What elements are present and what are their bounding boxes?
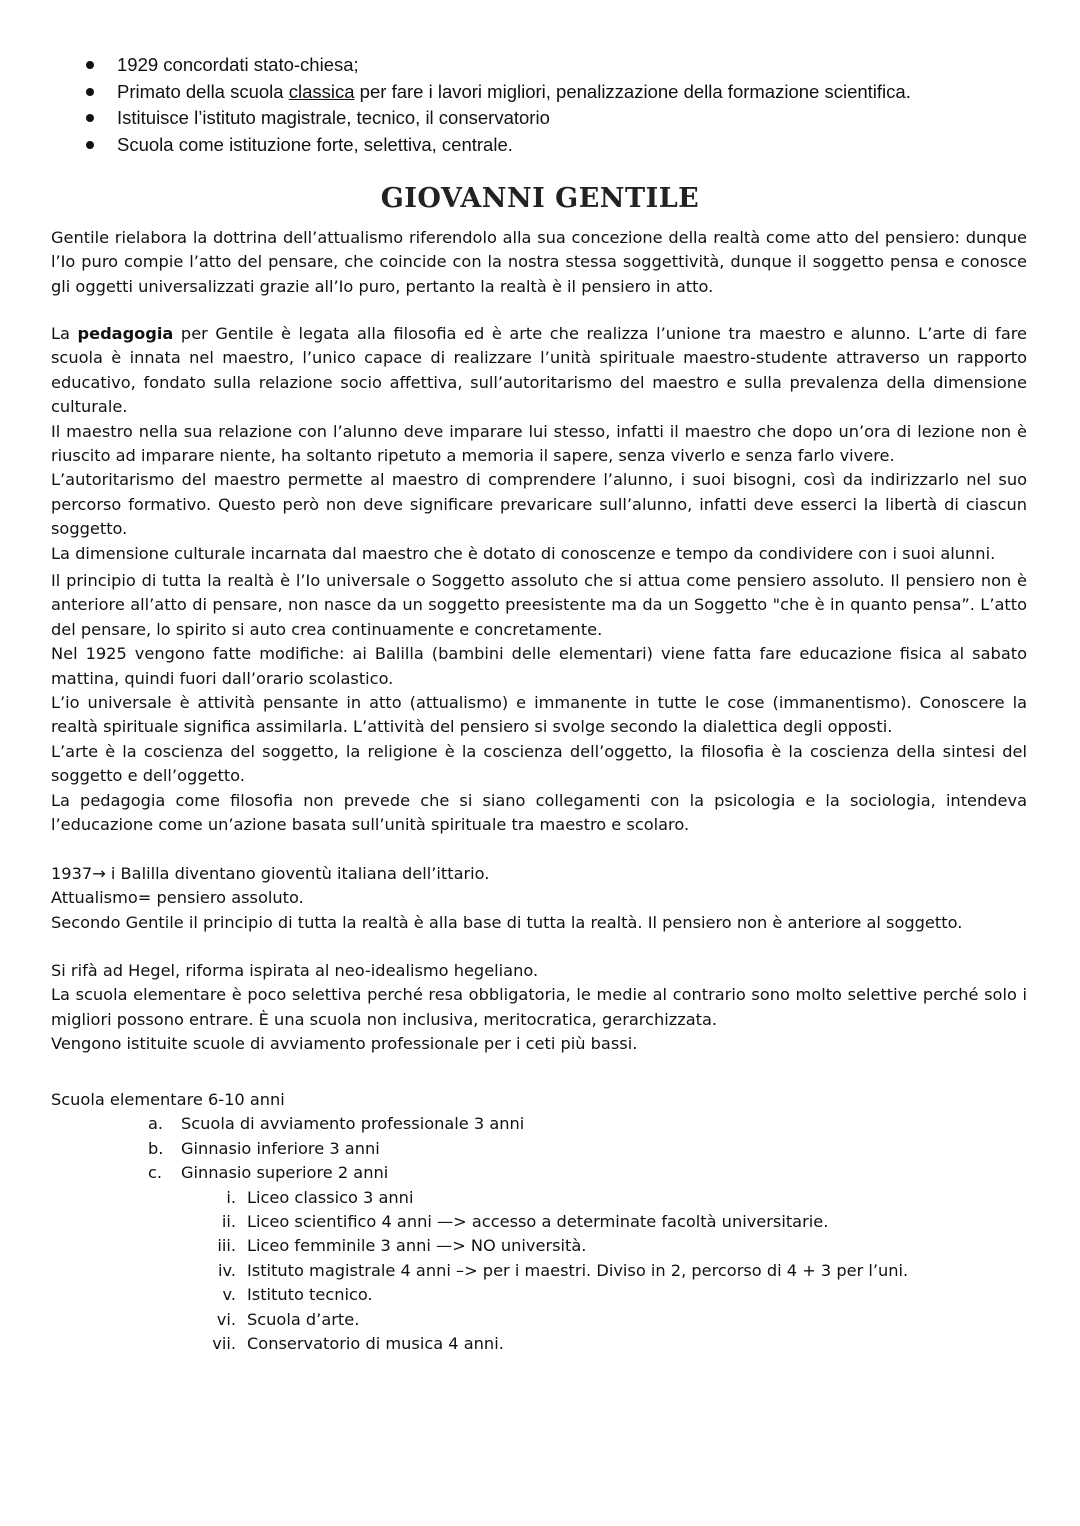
list-item: iv. Istituto magistrale 4 anni –> per i maestri. Diviso in 2, percorso di 4 + 3 per l’uni. bbox=[51, 1259, 1027, 1283]
list-marker: iv. bbox=[218, 1260, 236, 1280]
list-marker: c. bbox=[148, 1163, 163, 1183]
paragraph: L’io universale è attività pensante in atto (attualismo) e immanente in tutte le cose (immanentismo). Conoscere la realtà spirituale significa assimilarla. L’attività del pensiero si svolge secondo la dialettica degli opposti. bbox=[51, 693, 1027, 737]
list-marker: a. bbox=[148, 1114, 164, 1134]
page-title: GIOVANNI GENTILE bbox=[380, 183, 700, 214]
section-pedagogia bbox=[51, 322, 1027, 566]
section-school-structure bbox=[51, 1088, 1027, 1356]
paragraph: Il principio di tutta la realtà è l’Io universale o Soggetto assoluto che si attua come pensiero assoluto. Il pensiero non è anteriore all’atto di pensare, non nasce da un soggetto preesistente ma da un Soggetto "che è in quanto pensa”. L’atto del pensare, lo spirito si auto crea continuamente e concretamente. bbox=[51, 571, 1027, 639]
section-1937 bbox=[51, 862, 1027, 935]
bullet-item: Primato della scuola classica per fare i lavori migliori, penalizzazione della formazione scientifica. bbox=[0, 79, 1080, 106]
paragraph: La pedagogia come filosofia non prevede che si siano collegamenti con la psicologia e la sociologia, intendeva l’educazione come un’azione basata sull’unità spirituale tra maestro e scolaro. bbox=[51, 790, 1027, 835]
paragraph: La pedagogia per Gentile è legata alla filosofia ed è arte che realizza l’unione tra maestro e alunno. L’arte di fare scuola è innata nel maestro, l’unico capace di realizzare l’unità spirituale maestro-studente attraverso un rapporto educativo, fondato sulla relazione socio affettiva, sull’autoritarismo del maestro e sulla prevalenza della dimensione culturale. bbox=[51, 324, 1027, 417]
paragraph: Attualismo= pensiero assoluto. bbox=[51, 888, 304, 908]
paragraph: L’arte è la coscienza del soggetto, la religione è la coscienza dell’oggetto, la filosofia è la coscienza della sintesi del soggetto e dell’oggetto. bbox=[51, 741, 1027, 786]
bullet-dot-icon bbox=[86, 88, 94, 96]
bullet-dot-icon bbox=[86, 61, 94, 69]
list-item: vii. Conservatorio di musica 4 anni. bbox=[51, 1332, 1027, 1356]
bold-term: pedagogia bbox=[77, 324, 174, 343]
intro-bullet-list bbox=[0, 52, 1080, 158]
list-item: b. Ginnasio inferiore 3 anni bbox=[51, 1137, 1027, 1161]
list-marker: v. bbox=[222, 1285, 236, 1305]
list-marker: iii. bbox=[217, 1236, 236, 1256]
list-marker: vii. bbox=[212, 1334, 236, 1354]
list-item: iii. Liceo femminile 3 anni —> NO università. bbox=[51, 1234, 1027, 1258]
list-item: vi. Scuola d’arte. bbox=[51, 1308, 1027, 1332]
list-marker: vi. bbox=[216, 1309, 236, 1329]
list-item: a. Scuola di avviamento professionale 3 anni bbox=[51, 1112, 1027, 1136]
paragraph: La dimensione culturale incarnata dal maestro che è dotato di conoscenze e tempo da condividere con i suoi alunni. bbox=[51, 543, 996, 563]
paragraph: La scuola elementare è poco selettiva perché resa obbligatoria, le medie al contrario sono molto selettive perché solo i migliori possono entrare. È una scuola non inclusiva, meritocratica, gerarchizzata. bbox=[51, 985, 1027, 1029]
bullet-item: Istituisce l’istituto magistrale, tecnico, il conservatorio bbox=[0, 105, 1080, 132]
paragraph: Gentile rielabora la dottrina dell’attualismo riferendolo alla sua concezione della realtà come atto del pensiero: dunque l’Io puro compie l’atto del pensare, che coincide con la nostra stessa soggettività, dunque il soggetto pensa e conosce gli oggetti universalizzati grazie all’Io puro, pertanto la realtà è il pensiero in atto. bbox=[51, 228, 1027, 296]
section-principio bbox=[51, 569, 1027, 837]
paragraph: 1937→ i Balilla diventano gioventù italiana dell’ittario. bbox=[51, 864, 490, 883]
list-marker: i. bbox=[226, 1187, 236, 1207]
list-marker: ii. bbox=[221, 1212, 236, 1232]
list-item: v. Istituto tecnico. bbox=[51, 1283, 1027, 1307]
paragraph: Il maestro nella sua relazione con l’alunno deve imparare lui stesso, infatti il maestro che dopo un’ora di lezione non è riuscito ad imparare niente, ha soltanto ripetuto a memoria il sapere, senza viverlo e senza farlo vivere. bbox=[51, 421, 1027, 466]
paragraph: Si rifà ad Hegel, riforma ispirata al neo-idealismo hegeliano. bbox=[51, 961, 539, 980]
bullet-item: Scuola come istituzione forte, selettiva, centrale. bbox=[0, 132, 1080, 159]
bullet-dot-icon bbox=[86, 141, 94, 149]
list-heading: Scuola elementare 6-10 anni bbox=[51, 1090, 285, 1109]
upper-school-list bbox=[51, 1186, 1027, 1357]
paragraph: Secondo Gentile il principio di tutta la realtà è alla base di tutta la realtà. Il pensiero non è anteriore al soggetto. bbox=[51, 912, 963, 932]
paragraph: Vengono istituite scuole di avviamento professionale per i ceti più bassi. bbox=[51, 1034, 638, 1054]
bullet-item: 1929 concordati stato-chiesa; bbox=[0, 52, 1080, 79]
list-item: ii. Liceo scientifico 4 anni —> accesso a determinate facoltà universitarie. bbox=[51, 1210, 1027, 1234]
school-level-list bbox=[51, 1112, 1027, 1185]
underlined-word: classica bbox=[288, 80, 355, 102]
paragraph: L’autoritarismo del maestro permette al maestro di comprendere l’alunno, i suoi bisogni, così da indirizzarlo nel suo percorso formativo. Questo però non deve significare prevaricare sull’alunno, infatti deve esserci la libertà di ciascun soggetto. bbox=[51, 470, 1027, 539]
list-marker: b. bbox=[148, 1138, 164, 1158]
list-item: i. Liceo classico 3 anni bbox=[51, 1186, 1027, 1210]
section-hegel bbox=[51, 959, 1027, 1057]
section-attualismo bbox=[51, 226, 1027, 299]
list-item: c. Ginnasio superiore 2 anni bbox=[51, 1161, 1027, 1185]
paragraph: Nel 1925 vengono fatte modifiche: ai Balilla (bambini delle elementari) viene fatta fare educazione fisica al sabato mattina, quindi fuori dall’orario scolastico. bbox=[51, 644, 1027, 688]
bullet-dot-icon bbox=[86, 114, 94, 122]
